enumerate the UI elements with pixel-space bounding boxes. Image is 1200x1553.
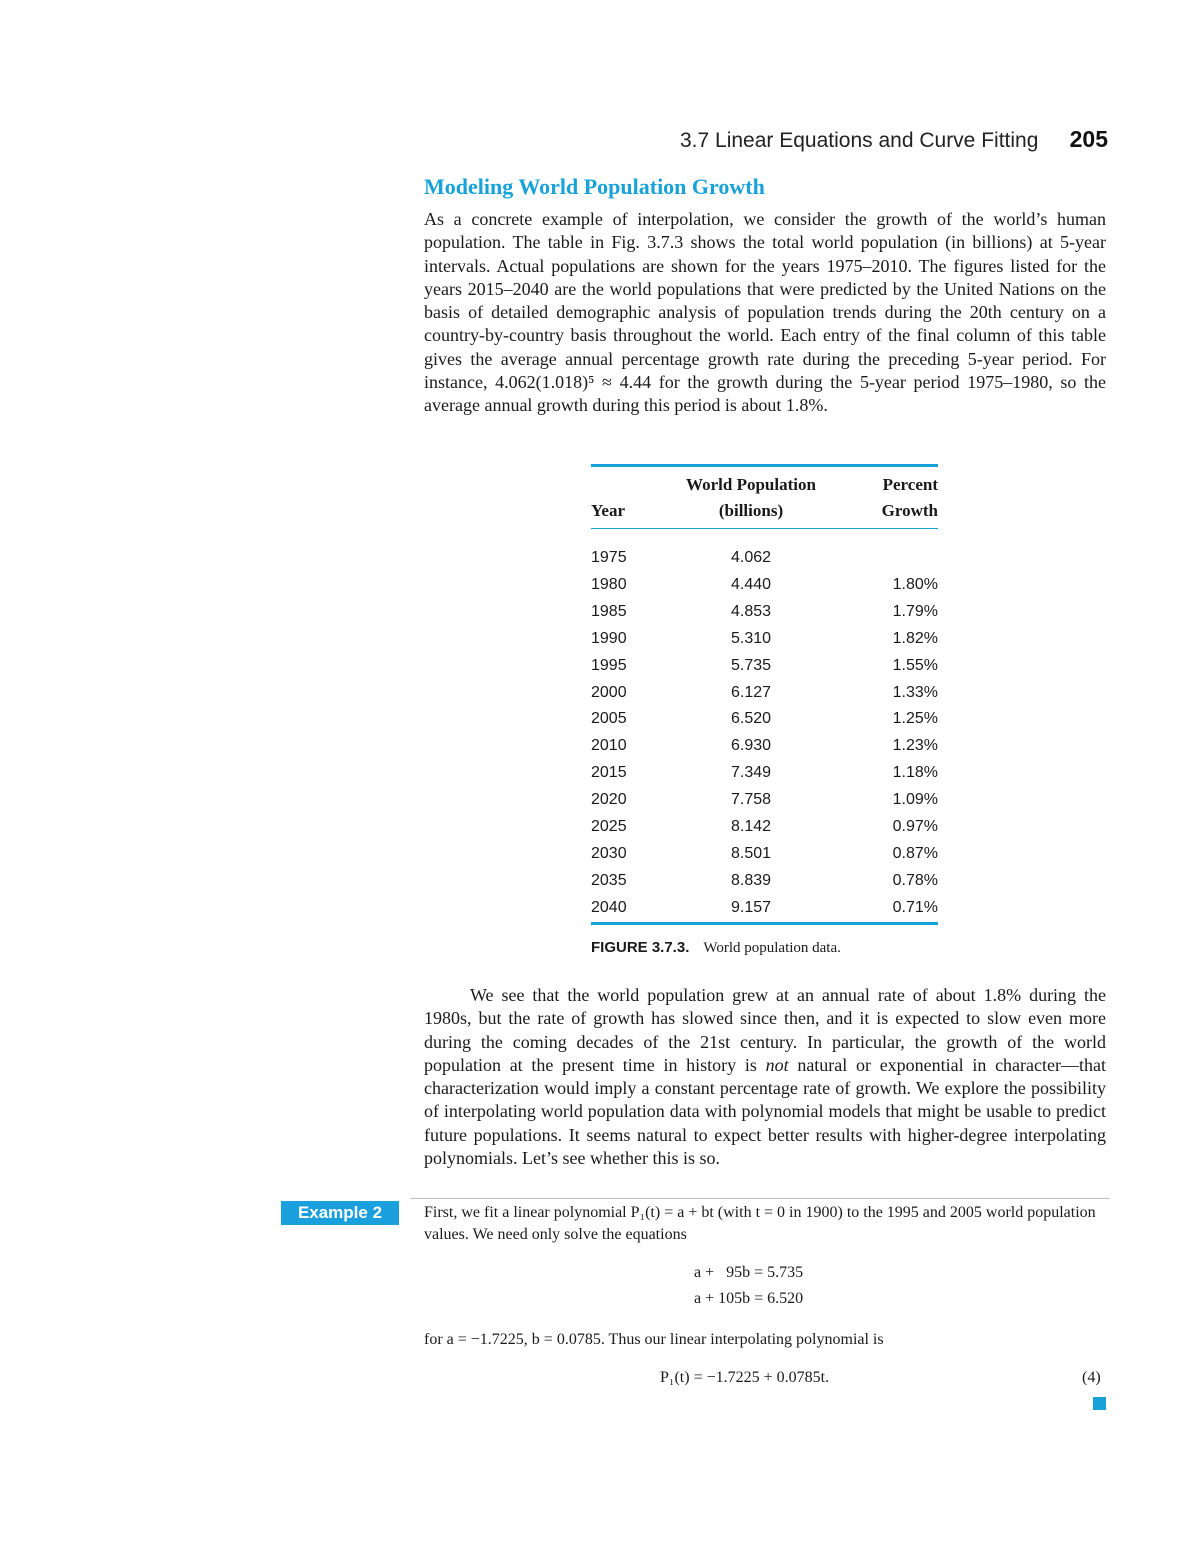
cell-growth: 1.18% <box>892 764 938 782</box>
cell-growth: 1.82% <box>892 629 938 647</box>
cell-growth: 0.87% <box>892 844 938 862</box>
end-of-example-mark <box>1093 1397 1106 1410</box>
population-table <box>591 467 938 922</box>
table-row <box>591 545 938 572</box>
cell-growth: 1.80% <box>892 575 938 593</box>
example-text-1: First, we fit a linear polynomial P₁(t) = a + bt (with t = 0 in 1900) to the 1995 and 2005 world population values. We need only solve the equations <box>424 1204 1096 1243</box>
header-growth-line2: Growth <box>841 498 938 529</box>
cell-population: 5.310 <box>730 629 772 647</box>
cell-year: 2000 <box>591 683 627 701</box>
table-row <box>591 814 938 841</box>
cell-population: 8.839 <box>730 871 772 889</box>
table-row <box>591 572 938 599</box>
table-body <box>591 529 938 922</box>
table-header-row <box>591 467 938 498</box>
cell-population: 4.062 <box>730 549 772 566</box>
discussion-emphasis: not <box>765 1054 789 1075</box>
page-number: 205 <box>1069 126 1108 152</box>
figure-caption-text: World population data. <box>703 940 841 956</box>
cell-year: 2030 <box>591 844 627 862</box>
cell-population: 4.440 <box>730 575 772 593</box>
table-row <box>591 895 938 922</box>
discussion-text-after: natural or exponential in character—that characterization would imply a constant percentage rate of growth. We explore the possibility of interpolating world population data with polynomial models that might be usable to predict future populations. It seems natural to expect better results with higher-degree interpolating polynomials. Let’s see whether this is so. <box>424 1054 1106 1169</box>
table-row <box>591 760 938 787</box>
cell-population: 8.501 <box>730 844 772 862</box>
cell-year: 2035 <box>591 871 627 889</box>
table-row <box>591 626 938 653</box>
population-table-wrapper <box>591 464 938 925</box>
cell-growth <box>841 545 938 572</box>
cell-year: 2020 <box>591 791 627 809</box>
cell-growth: 1.33% <box>892 683 938 701</box>
cell-population: 9.157 <box>730 898 772 916</box>
figure-caption <box>591 939 841 957</box>
cell-population: 5.735 <box>730 656 772 674</box>
cell-year: 1975 <box>591 549 627 566</box>
cell-population: 6.127 <box>730 683 772 701</box>
figure-label: FIGURE 3.7.3. <box>591 939 690 956</box>
running-title: 3.7 Linear Equations and Curve Fitting <box>680 129 1039 152</box>
cell-year: 1995 <box>591 656 627 674</box>
cell-population: 8.142 <box>730 818 772 836</box>
cell-year: 2015 <box>591 764 627 782</box>
cell-population: 7.758 <box>730 791 772 809</box>
table-row <box>591 680 938 707</box>
cell-population: 6.930 <box>730 737 772 755</box>
equation-1: a + 95b = 5.735 <box>694 1264 804 1281</box>
table-row <box>591 706 938 733</box>
table-header-row <box>591 498 938 529</box>
cell-year: 1985 <box>591 602 627 620</box>
header-year: Year <box>591 498 661 529</box>
table-row <box>591 653 938 680</box>
cell-growth: 0.97% <box>892 818 938 836</box>
cell-growth: 0.78% <box>892 871 938 889</box>
header-population: World Population <box>686 475 816 494</box>
cell-growth: 1.09% <box>892 791 938 809</box>
example-rule <box>410 1198 1110 1199</box>
table-row <box>591 599 938 626</box>
cell-year: 2040 <box>591 898 627 916</box>
discussion-text-before: We see that the world population grew at an annual rate of about 1.8% during the 1980s, but the rate of growth has slowed since then, and it is expected to slow even more during the coming decades of the 21st century. In particular, the growth of the world population at the present time in history is <box>424 985 1106 1075</box>
section-heading: Modeling World Population Growth <box>424 174 765 199</box>
equation-2: a + 105b = 6.520 <box>694 1290 804 1307</box>
cell-growth: 0.71% <box>892 898 938 916</box>
cell-year: 1980 <box>591 575 627 593</box>
header-population-unit: (billions) <box>661 498 841 529</box>
cell-population: 6.520 <box>730 710 772 728</box>
cell-year: 2010 <box>591 737 627 755</box>
cell-growth: 1.79% <box>892 602 938 620</box>
cell-population: 4.853 <box>730 602 772 620</box>
header-growth: Percent <box>882 475 938 494</box>
table-row <box>591 787 938 814</box>
equation-3: P₁(t) = −1.7225 + 0.0785t. <box>660 1369 830 1386</box>
cell-population: 7.349 <box>730 764 772 782</box>
table-row <box>591 868 938 895</box>
running-head <box>680 126 1108 153</box>
equation-number: (4) <box>1082 1369 1101 1386</box>
cell-year: 2025 <box>591 818 627 836</box>
cell-growth: 1.55% <box>892 656 938 674</box>
table-row <box>591 841 938 868</box>
cell-year: 1990 <box>591 629 627 647</box>
discussion-paragraph <box>424 984 1106 1170</box>
cell-growth: 1.25% <box>892 710 938 728</box>
example-badge: Example 2 <box>281 1201 399 1225</box>
cell-year: 2005 <box>591 710 627 728</box>
header-year-spacer <box>591 467 661 498</box>
cell-growth: 1.23% <box>892 737 938 755</box>
example-text-2: for a = −1.7225, b = 0.0785. Thus our linear interpolating polynomial is <box>424 1331 884 1348</box>
intro-paragraph: As a concrete example of interpolation, we consider the growth of the world’s human population. The table in Fig. 3.7.3 shows the total world population (in billions) at 5-year intervals. Actual populations are shown for the years 1975–2010. The figures listed for the years 2015–2040 are the world populations that were predicted by the United Nations on the basis of detailed demographic analysis of population trends during the 20th century on a country-by-country basis throughout the world. Each entry of the final column of this table gives the average annual percentage growth rate during the preceding 5-year period. For instance, 4.062(1.018)⁵ ≈ 4.44 for the growth during the 5-year period 1975–1980, so the average annual growth during this period is about 1.8%. <box>424 209 1106 416</box>
table-row <box>591 733 938 760</box>
